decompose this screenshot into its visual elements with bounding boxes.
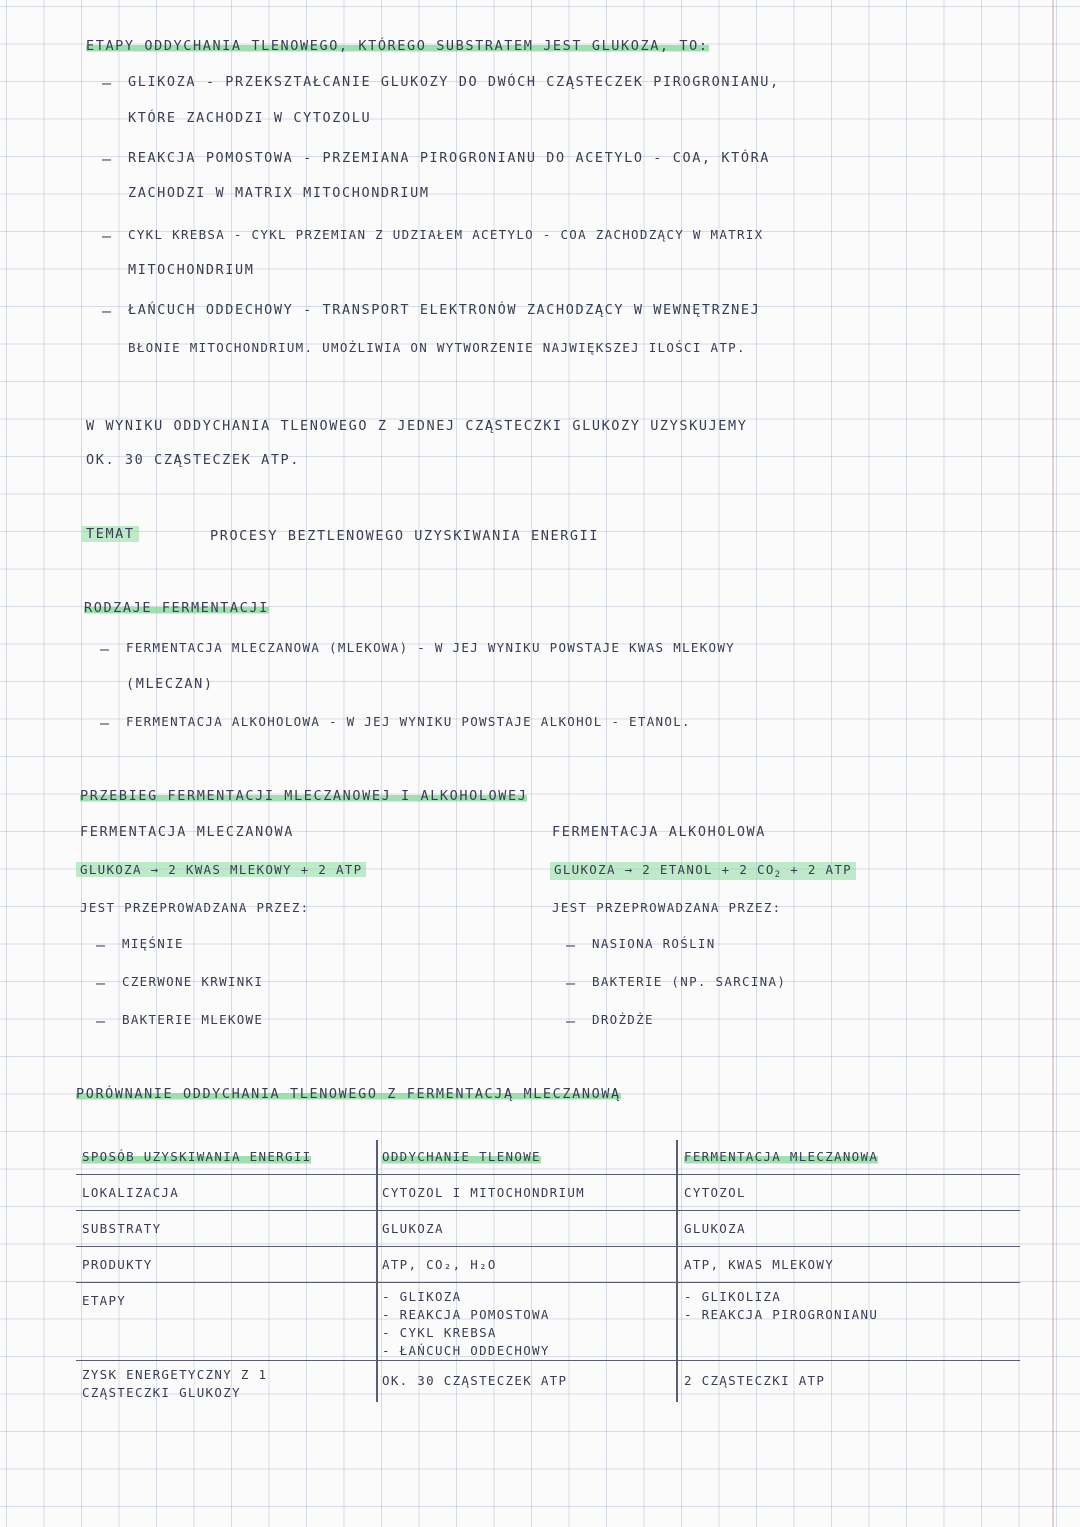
- table-row: [76, 1366, 1020, 1402]
- fermentation-types-heading: RODZAJE FERMENTACJI: [84, 600, 269, 616]
- stage-link-reaction-line1: – REAKCJA POMOSTOWA - PRZEMIANA PIROGRONIANU DO ACETYLO - COA, KTÓRA: [128, 150, 770, 166]
- row-label: CZĄSTECZKI GLUKOZY: [82, 1385, 241, 1400]
- table-row: [76, 1216, 1020, 1247]
- cell-lactic: CYTOZOL: [684, 1185, 746, 1200]
- alcoholic-equation-prefix: GLUKOZA → 2 ETANOL + 2 CO: [554, 862, 775, 877]
- alcoholic-performer: – BAKTERIE (NP. SARCINA): [592, 974, 786, 989]
- column-header-lactic: FERMENTACJA MLECZANOWA: [684, 1149, 879, 1164]
- topic-label: TEMAT: [82, 526, 139, 542]
- lactic-performer: – MIĘŚNIE: [122, 936, 184, 951]
- cell-lactic: - GLIKOLIZA: [684, 1289, 782, 1304]
- column-header-aerobic: ODDYCHANIE TLENOWE: [382, 1149, 541, 1164]
- column-header-method: SPOSÓB UZYSKIWANIA ENERGII: [82, 1149, 312, 1164]
- cell-aerobic: GLUKOZA: [382, 1221, 444, 1236]
- lactic-equation: GLUKOZA → 2 KWAS MLEKOWY + 2 ATP: [76, 862, 366, 877]
- row-label: PRODUKTY: [82, 1257, 153, 1272]
- cell-lactic: GLUKOZA: [684, 1221, 746, 1236]
- alcoholic-title: FERMENTACJA ALKOHOLOWA: [552, 824, 767, 840]
- cell-aerobic: OK. 30 CZĄSTECZEK ATP: [382, 1373, 568, 1388]
- fermentation-alcoholic-line: – FERMENTACJA ALKOHOLOWA - W JEJ WYNIKU POWSTAJE ALKOHOL - ETANOL.: [126, 714, 691, 729]
- lactic-performer: – BAKTERIE MLEKOWE: [122, 1012, 263, 1027]
- alcoholic-equation-suffix: + 2 ATP: [790, 862, 852, 877]
- notebook-margin-line: [1052, 0, 1054, 1527]
- table-row: [76, 1180, 1020, 1211]
- table-header-row: [76, 1148, 1020, 1175]
- comparison-heading: PORÓWNANIE ODDYCHANIA TLENOWEGO Z FERMENTACJĄ MLECZANOWĄ: [76, 1086, 621, 1102]
- lactic-performed-by-label: JEST PRZEPROWADZANA PRZEZ:: [80, 900, 310, 915]
- alcoholic-equation: [550, 862, 856, 880]
- fermentation-lactic-line1: – FERMENTACJA MLECZANOWA (MLEKOWA) - W JEJ WYNIKU POWSTAJE KWAS MLEKOWY: [126, 640, 735, 655]
- table-row: [76, 1252, 1020, 1283]
- row-label: ETAPY: [82, 1293, 127, 1308]
- row-label: ZYSK ENERGETYCZNY Z 1: [82, 1367, 268, 1382]
- cell-lactic: - REAKCJA PIROGRONIANU: [684, 1307, 879, 1322]
- table-row: [76, 1288, 1020, 1361]
- stage-krebs-line1: – CYKL KREBSA - CYKL PRZEMIAN Z UDZIAŁEM ACETYLO - COA ZACHODZĄCY W MATRIX: [128, 227, 763, 242]
- stage-glycolysis-line1: – GLIKOZA - PRZEKSZTAŁCANIE GLUKOZY DO DWÓCH CZĄSTECZEK PIROGRONIANU,: [128, 74, 780, 90]
- fermentation-lactic-line2: (MLECZAN): [126, 676, 214, 692]
- table-divider: [376, 1140, 378, 1402]
- cell-lactic: ATP, KWAS MLEKOWY: [684, 1257, 835, 1272]
- stage-glycolysis-line2: KTÓRE ZACHODZI W CYTOZOLU: [128, 110, 372, 126]
- cell-aerobic: - GLIKOZA: [382, 1289, 462, 1304]
- aerobic-summary-line1: W WYNIKU ODDYCHANIA TLENOWEGO Z JEDNEJ CZĄSTECZKI GLUKOZY UZYSKUJEMY: [86, 418, 748, 434]
- alcoholic-equation-subscript: 2: [774, 870, 782, 880]
- alcoholic-performer: – DROŻDŻE: [592, 1012, 654, 1027]
- lactic-title: FERMENTACJA MLECZANOWA: [80, 824, 295, 840]
- table-divider: [676, 1140, 678, 1402]
- aerobic-stages-heading: ETAPY ODDYCHANIA TLENOWEGO, KTÓREGO SUBSTRATEM JEST GLUKOZA, TO:: [86, 38, 709, 54]
- process-heading: PRZEBIEG FERMENTACJI MLECZANOWEJ I ALKOHOLOWEJ: [80, 788, 528, 804]
- row-label: SUBSTRATY: [82, 1221, 162, 1236]
- stage-krebs-line2: MITOCHONDRIUM: [128, 262, 255, 278]
- cell-aerobic: ATP, CO₂, H₂O: [382, 1257, 497, 1272]
- stage-electron-chain-line1: – ŁAŃCUCH ODDECHOWY - TRANSPORT ELEKTRONÓW ZACHODZĄCY W WEWNĘTRZNEJ: [128, 302, 760, 318]
- row-label: LOKALIZACJA: [82, 1185, 180, 1200]
- cell-aerobic: - ŁAŃCUCH ODDECHOWY: [382, 1343, 550, 1358]
- stage-electron-chain-line2: BŁONIE MITOCHONDRIUM. UMOŻLIWIA ON WYTWORZENIE NAJWIĘKSZEJ ILOŚCI ATP.: [128, 340, 746, 355]
- alcoholic-performer: – NASIONA ROŚLIN: [592, 936, 716, 951]
- aerobic-summary-line2: OK. 30 CZĄSTECZEK ATP.: [86, 452, 301, 468]
- topic-title: PROCESY BEZTLENOWEGO UZYSKIWANIA ENERGII: [210, 528, 600, 544]
- alcoholic-performed-by-label: JEST PRZEPROWADZANA PRZEZ:: [552, 900, 782, 915]
- cell-aerobic: CYTOZOL I MITOCHONDRIUM: [382, 1185, 585, 1200]
- stage-link-reaction-line2: ZACHODZI W MATRIX MITOCHONDRIUM: [128, 185, 430, 201]
- lactic-performer: – CZERWONE KRWINKI: [122, 974, 263, 989]
- cell-aerobic: - REAKCJA POMOSTOWA: [382, 1307, 550, 1322]
- cell-aerobic: - CYKL KREBSA: [382, 1325, 497, 1340]
- cell-lactic: 2 CZĄSTECZKI ATP: [684, 1373, 826, 1388]
